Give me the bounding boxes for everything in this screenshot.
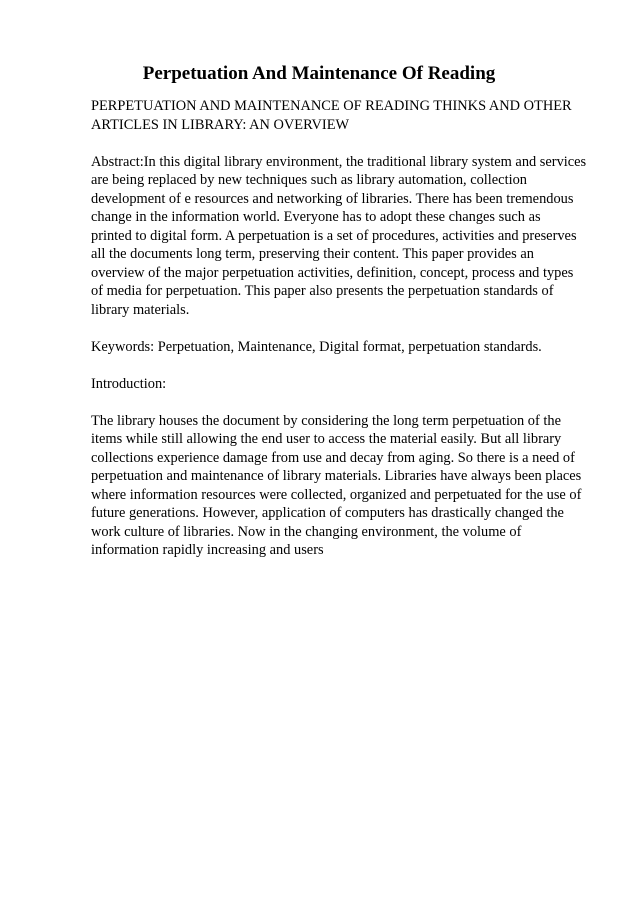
- article-heading: PERPETUATION AND MAINTENANCE OF READING THINKS AND OTHER ARTICLES IN LIBRARY: AN OVERVIEW: [91, 98, 572, 133]
- introduction-paragraph: The library houses the document by considering the long term perpetuation of the items while still allowing the end user to access the material easily. But all library collections experience damage from use and decay from aging. So there is a need of perpetuation and maintenance of library materials. Libraries have always been places where information resources were collected, organized and perpetuated for the use of future generations. However, application of computers has drastically changed the work culture of libraries. Now in the changing environment, the volume of information rapidly increasing and users: [91, 412, 582, 558]
- document-title: Perpetuation And Maintenance Of Reading: [142, 63, 496, 84]
- keywords-paragraph: Keywords: Perpetuation, Maintenance, Digital format, perpetuation standards.: [91, 338, 542, 355]
- document-body: [91, 97, 601, 578]
- abstract-paragraph: Abstract:In this digital library environment, the traditional library system and services are being replaced by new techniques such as library automation, collection development of e resources and networking of libraries. There has been tremendous change in the information world. Everyone has to adopt these changes such as printed to digital form. A perpetuation is a set of procedures, activities and preserves all the documents long term, preserving their content. This paper provides an overview of the major perpetuation activities, definition, concept, process and types of media for perpetuation. This paper also presents the perpetuation standards of library materials.: [91, 153, 587, 318]
- introduction-heading: Introduction:: [91, 375, 167, 392]
